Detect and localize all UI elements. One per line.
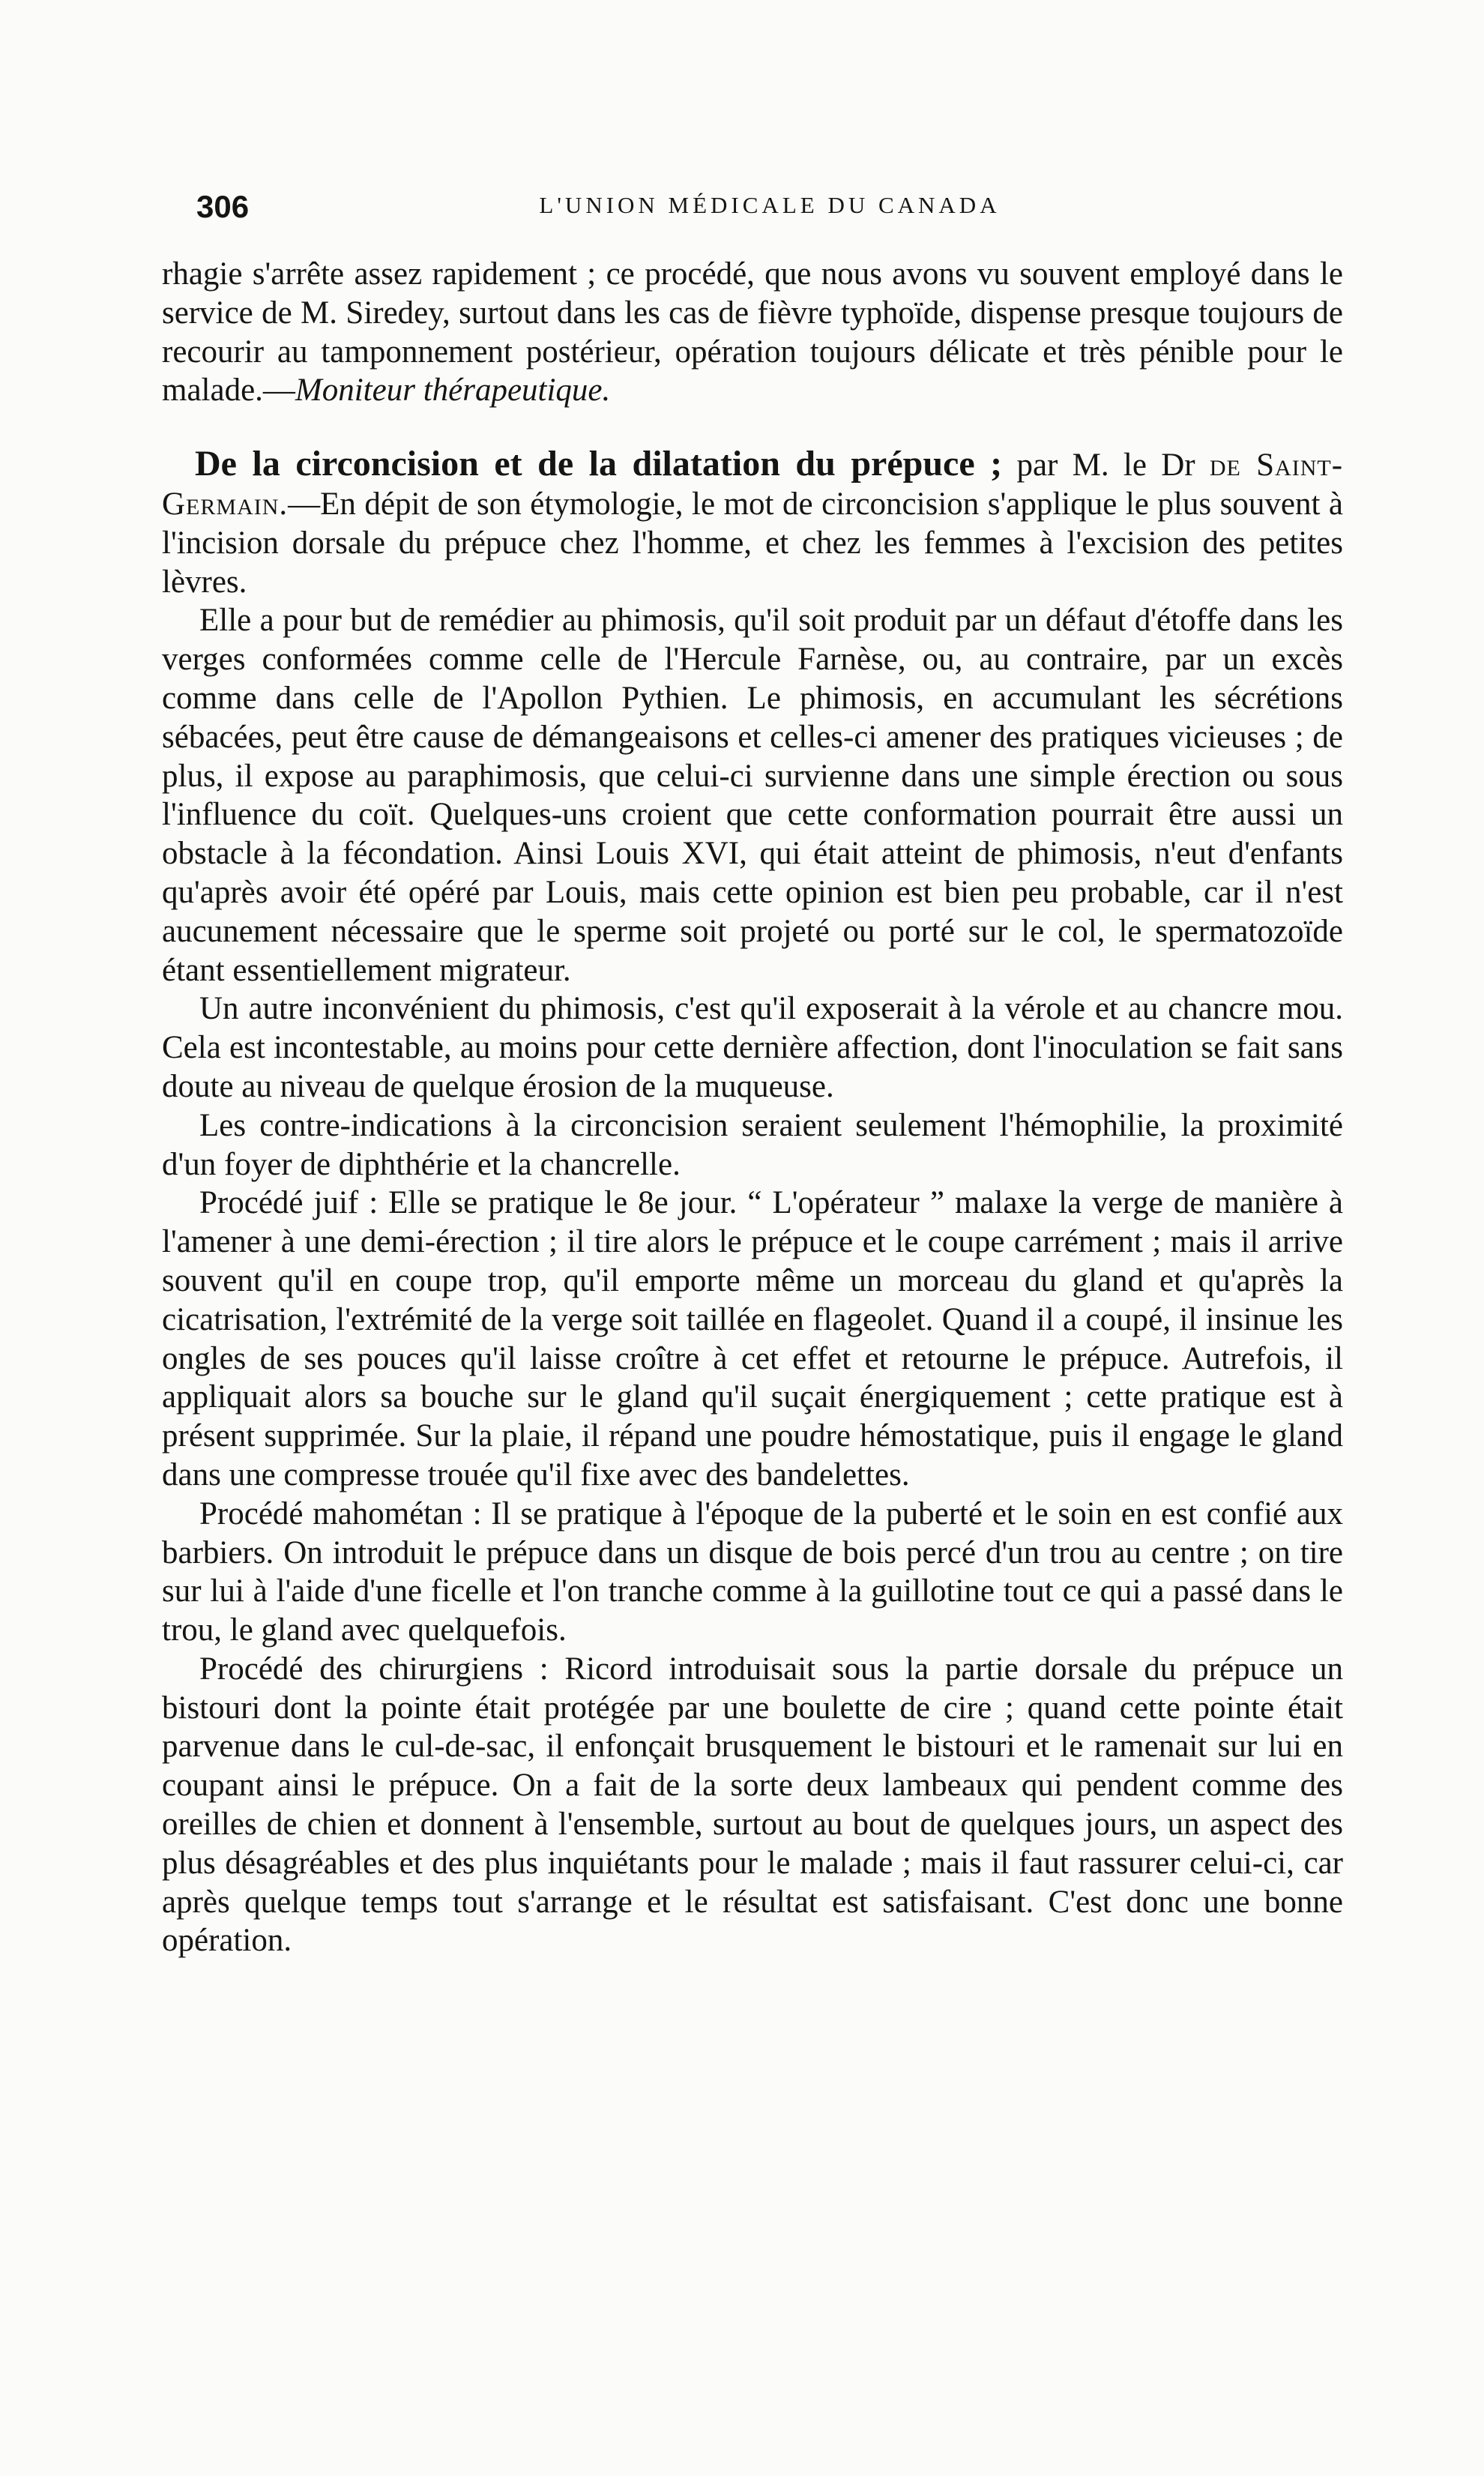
page-header bbox=[196, 189, 1343, 225]
paragraph-procede-mahometan: Procédé mahométan : Il se pratique à l'époque de la puberté et le soin en est confié aux barbiers. On introduit le prépuce dans un disque de bois percé d'un trou au centre ; on tire sur lui à l'aide d'une ficelle et l'on tranche comme à la guillotine tout ce qui a passé dans le trou, le gland avec quelquefois. bbox=[162, 1495, 1343, 1648]
page-number: 306 bbox=[196, 189, 250, 224]
byline-prefix: par M. le Dr bbox=[1002, 448, 1210, 484]
paragraph-procede-juif: Procédé juif : Elle se pratique le 8e jour. “ L'opérateur ” malaxe la verge de manière à l'amener à une demi-érection ; il tire alors le prépuce et le coupe carrément ; mais il arrive souvent qu'il en coupe trop, qu'il emporte même un morceau du gland et qu'après la cicatrisation, l'extrémité de la verge soit taillée en flageolet. Quand il a coupé, il insinue les ongles de ses pouces qu'il laisse croître à cet effet et retourne le prépuce. Autrefois, il appliquait alors sa bouche sur le gland qu'il suçait énergiquement ; cette pratique est à présent supprimée. Sur la plaie, il répand une poudre hémostatique, puis il engage le gland dans une compresse trouée qu'il fixe avec des bandelettes. bbox=[162, 1185, 1343, 1492]
paragraph-contre-indications: Les contre-indications à la circoncision seraient seulement l'hémophilie, la proximité d'un foyer de diphthérie et la chancrelle. bbox=[162, 1107, 1343, 1182]
previous-article-text: rhagie s'arrête assez rapidement ; ce procédé, que nous avons vu souvent employé dans le service de M. Siredey, surtout dans les cas de fièvre typhoïde, dispense presque toujours de recourir au tamponnement postérieur, opération toujours délicate et très pénible pour le malade.— bbox=[162, 256, 1343, 409]
article-lead-paragraph bbox=[162, 445, 1343, 601]
paragraph-inconvenients: Un autre inconvénient du phimosis, c'est qu'il exposerait à la vérole et au chancre mou. Cela est incontestable, au moins pour cette dernière affection, dont l'inoculation se fait sans doute au niveau de quelque érosion de la muqueuse. bbox=[162, 991, 1343, 1104]
article-lead-text: —En dépit de son étymologie, le mot de circoncision s'applique le plus souvent à l'incision dorsale du prépuce chez l'homme, et chez les femmes à l'excision des petites lèvres. bbox=[162, 486, 1343, 600]
paragraph-procede-chirurgiens: Procédé des chirurgiens : Ricord introduisait sous la partie dorsale du prépuce un bistouri dont la pointe était protégée par une boulette de cire ; quand cette pointe était parvenue dans le cul-de-sac, il enfonçait brusquement le bistouri et le ramenait sur lui en coupant ainsi le prépuce. On a fait de la sorte deux lambeaux qui pendent comme des oreilles de chien et donnent à l'ensemble, surtout au bout de quelques jours, un aspect des plus désagréables et des plus inquiétants pour le malade ; mais il faut rassurer celui-ci, car après quelque temps tout s'arrange et le résultat est satisfaisant. C'est donc une bonne opération. bbox=[162, 1651, 1343, 1959]
article-body bbox=[162, 255, 1343, 1960]
previous-article-ending bbox=[162, 255, 1343, 410]
running-title: L'UNION MÉDICALE DU CANADA bbox=[539, 192, 1001, 218]
paragraph-indications: Elle a pour but de remédier au phimosis, qu'il soit produit par un défaut d'étoffe dans les verges conformées comme celle de l'Hercule Farnèse, ou, au contraire, par un excès comme dans celle de l'Apollon Pythien. Le phimosis, en accumulant les sécrétions sébacées, peut être cause de démangeaisons et celles-ci amener des pratiques vicieuses ; de plus, il expose au paraphimosis, que celui-ci survienne dans une simple érection ou sous l'influence du coït. Quelques-uns croient que cette conformation pourrait être aussi un obstacle à la fécondation. Ainsi Louis XVI, qui était atteint de phimosis, n'eut d'enfants qu'après avoir été opéré par Louis, mais cette opinion est bien peu probable, car il n'est aucunement nécessaire que le sperme soit projeté ou porté sur le col, le spermatozoïde étant essentiellement migrateur. bbox=[162, 603, 1343, 988]
article-title: De la circoncision et de la dilatation du prépuce ; bbox=[195, 444, 1003, 484]
previous-article-source: Moniteur thérapeutique. bbox=[295, 373, 611, 409]
article-author: de Saint-Germain. bbox=[162, 448, 1344, 522]
